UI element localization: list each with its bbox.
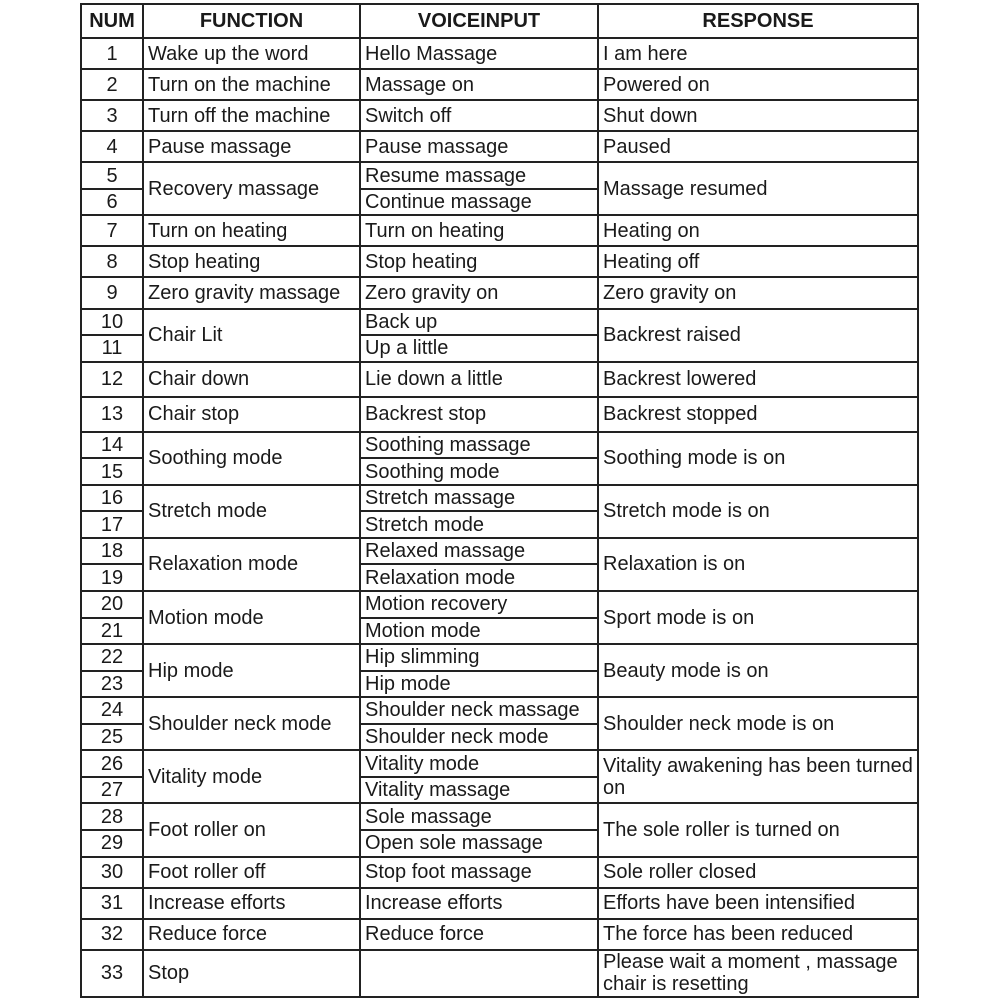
num-cell: 13 [81,397,143,432]
function-cell: Hip mode [143,644,360,697]
num-cell: 6 [81,189,143,216]
response-cell: Massage resumed [598,162,918,215]
response-cell: Paused [598,131,918,162]
function-cell: Turn on the machine [143,69,360,100]
function-cell: Stretch mode [143,485,360,538]
voice-input-cell: Massage on [360,69,598,100]
table-row [81,246,918,277]
function-cell: Turn off the machine [143,100,360,131]
num-cell: 31 [81,888,143,919]
header-response: RESPONSE [598,4,918,38]
num-cell: 1 [81,38,143,69]
response-cell: Shoulder neck mode is on [598,697,918,750]
function-cell: Reduce force [143,919,360,950]
function-cell: Chair Lit [143,309,360,362]
voice-input-cell: Relaxation mode [360,564,598,591]
response-cell: Soothing mode is on [598,432,918,485]
function-cell: Motion mode [143,591,360,644]
function-cell: Wake up the word [143,38,360,69]
voice-input-cell: Stretch massage [360,485,598,512]
response-cell: Backrest stopped [598,397,918,432]
table-row [81,362,918,397]
voice-input-cell: Back up [360,309,598,336]
table-body [81,38,918,997]
num-cell: 20 [81,591,143,618]
num-cell: 10 [81,309,143,336]
table-row [81,750,918,777]
voice-input-cell: Up a little [360,335,598,362]
num-cell: 25 [81,724,143,751]
voice-input-cell: Open sole massage [360,830,598,857]
function-cell: Chair stop [143,397,360,432]
response-cell: Vitality awakening has been turned on [598,750,918,803]
voice-input-cell: Vitality mode [360,750,598,777]
num-cell: 3 [81,100,143,131]
voice-input-cell [360,950,598,997]
response-cell: Sport mode is on [598,591,918,644]
num-cell: 9 [81,277,143,308]
header-voice-input: VOICEINPUT [360,4,598,38]
voice-input-cell: Hip slimming [360,644,598,671]
table-row [81,131,918,162]
voice-input-cell: Hello Massage [360,38,598,69]
num-cell: 30 [81,857,143,888]
num-cell: 21 [81,618,143,645]
response-cell: The force has been reduced [598,919,918,950]
function-cell: Recovery massage [143,162,360,215]
function-cell: Foot roller off [143,857,360,888]
table-row [81,591,918,618]
table-row [81,215,918,246]
function-cell: Chair down [143,362,360,397]
num-cell: 29 [81,830,143,857]
num-cell: 2 [81,69,143,100]
num-cell: 32 [81,919,143,950]
voice-input-cell: Turn on heating [360,215,598,246]
table-row [81,919,918,950]
response-cell: Please wait a moment , massage chair is resetting [598,950,918,997]
voice-input-cell: Stretch mode [360,511,598,538]
voice-command-table [80,3,919,998]
table-row [81,950,918,997]
table-row [81,397,918,432]
function-cell: Soothing mode [143,432,360,485]
num-cell: 17 [81,511,143,538]
num-cell: 16 [81,485,143,512]
function-cell: Foot roller on [143,803,360,856]
table-row [81,538,918,565]
table-row [81,485,918,512]
table-row [81,697,918,724]
num-cell: 19 [81,564,143,591]
num-cell: 12 [81,362,143,397]
voice-input-cell: Motion mode [360,618,598,645]
num-cell: 22 [81,644,143,671]
table-row [81,888,918,919]
voice-input-cell: Zero gravity on [360,277,598,308]
table-row [81,277,918,308]
num-cell: 15 [81,458,143,485]
voice-input-cell: Sole massage [360,803,598,830]
header-function: FUNCTION [143,4,360,38]
function-cell: Relaxation mode [143,538,360,591]
function-cell: Shoulder neck mode [143,697,360,750]
num-cell: 7 [81,215,143,246]
voice-input-cell: Lie down a little [360,362,598,397]
voice-input-cell: Backrest stop [360,397,598,432]
response-cell: Relaxation is on [598,538,918,591]
function-cell: Stop heating [143,246,360,277]
response-cell: The sole roller is turned on [598,803,918,856]
response-cell: Stretch mode is on [598,485,918,538]
response-cell: Backrest lowered [598,362,918,397]
response-cell: Backrest raised [598,309,918,362]
function-cell: Vitality mode [143,750,360,803]
function-cell: Stop [143,950,360,997]
function-cell: Zero gravity massage [143,277,360,308]
table-row [81,432,918,459]
voice-input-cell: Soothing mode [360,458,598,485]
response-cell: Beauty mode is on [598,644,918,697]
table-row [81,69,918,100]
num-cell: 18 [81,538,143,565]
num-cell: 14 [81,432,143,459]
voice-input-cell: Hip mode [360,671,598,698]
num-cell: 4 [81,131,143,162]
num-cell: 5 [81,162,143,189]
response-cell: Heating off [598,246,918,277]
num-cell: 23 [81,671,143,698]
voice-input-cell: Pause massage [360,131,598,162]
table-row [81,100,918,131]
response-cell: I am here [598,38,918,69]
voice-input-cell: Switch off [360,100,598,131]
voice-input-cell: Shoulder neck massage [360,697,598,724]
voice-input-cell: Stop foot massage [360,857,598,888]
response-cell: Shut down [598,100,918,131]
table-row [81,309,918,336]
voice-input-cell: Relaxed massage [360,538,598,565]
response-cell: Heating on [598,215,918,246]
voice-input-cell: Shoulder neck mode [360,724,598,751]
response-cell: Powered on [598,69,918,100]
num-cell: 24 [81,697,143,724]
function-cell: Increase efforts [143,888,360,919]
num-cell: 33 [81,950,143,997]
table-row [81,644,918,671]
header-row [81,4,918,38]
voice-input-cell: Continue massage [360,189,598,216]
header-num: NUM [81,4,143,38]
voice-input-cell: Resume massage [360,162,598,189]
table-row [81,162,918,189]
num-cell: 8 [81,246,143,277]
table-row [81,38,918,69]
function-cell: Pause massage [143,131,360,162]
response-cell: Zero gravity on [598,277,918,308]
voice-input-cell: Increase efforts [360,888,598,919]
voice-input-cell: Soothing massage [360,432,598,459]
table-row [81,803,918,830]
num-cell: 26 [81,750,143,777]
num-cell: 28 [81,803,143,830]
voice-input-cell: Motion recovery [360,591,598,618]
table-row [81,857,918,888]
num-cell: 11 [81,335,143,362]
voice-input-cell: Vitality massage [360,777,598,804]
voice-input-cell: Reduce force [360,919,598,950]
response-cell: Sole roller closed [598,857,918,888]
function-cell: Turn on heating [143,215,360,246]
response-cell: Efforts have been intensified [598,888,918,919]
num-cell: 27 [81,777,143,804]
voice-input-cell: Stop heating [360,246,598,277]
